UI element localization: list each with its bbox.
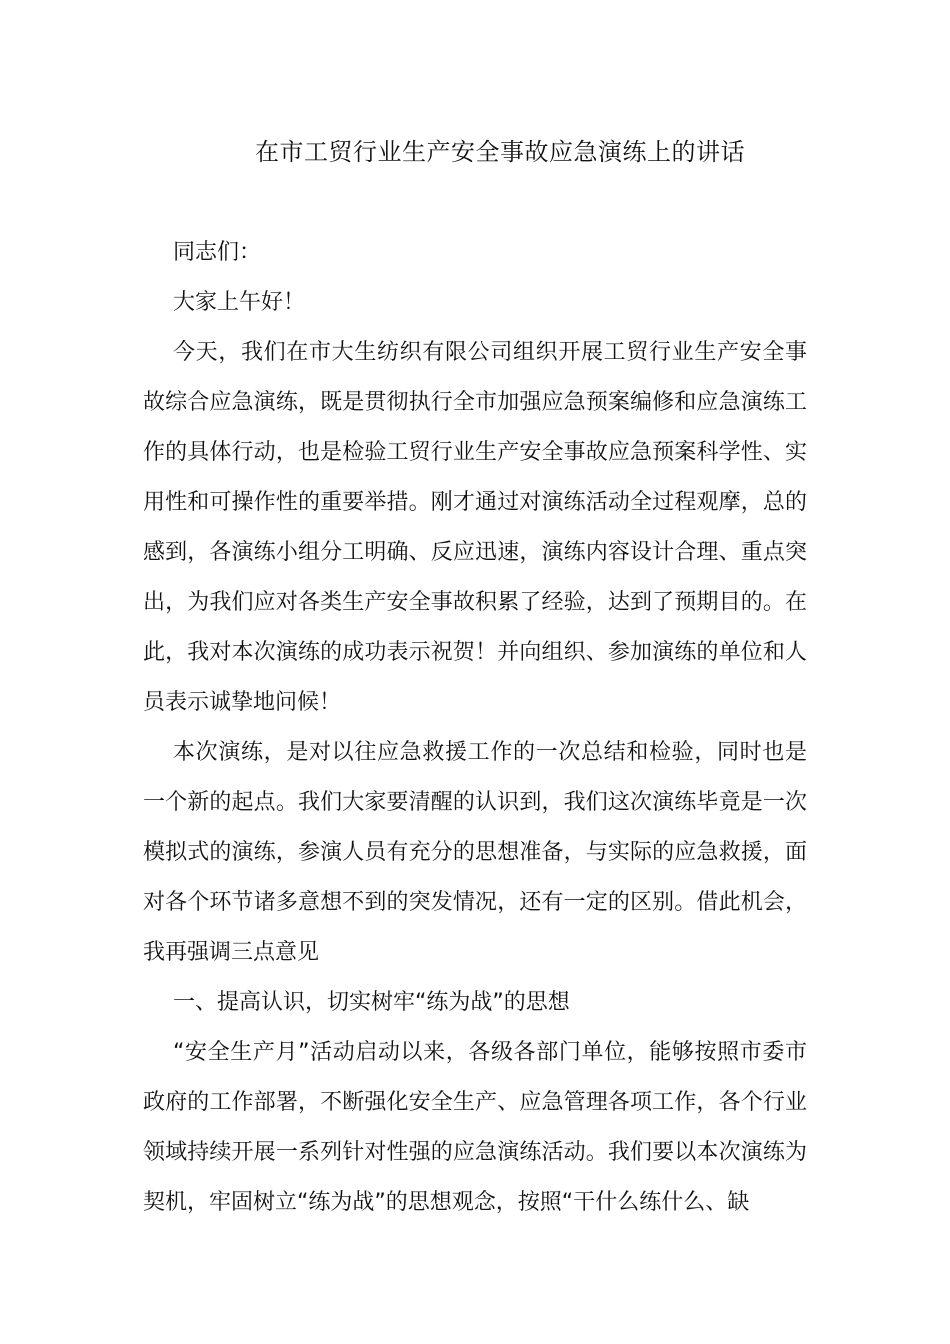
paragraph-summary: 本次演练，是对以往应急救援工作的一次总结和检验，同时也是一个新的起点。我们大家要清醒的认识到，我们这次演练毕竟是一次模拟式的演练，参演人员有充分的思想准备，与实际的应急救援，面对各个环节诸多意想不到的突发情况，还有一定的区别。借此机会，我再强调三点意见 bbox=[143, 740, 807, 965]
paragraph-intro: 今天，我们在市大生纺织有限公司组织开展工贸行业生产安全事故综合应急演练，既是贯彻执行全市加强应急预案编修和应急演练工作的具体行动，也是检验工贸行业生产安全事故应急预案科学性、实用性和可操作性的重要举措。刚才通过对演练活动全过程观摩，总的感到，各演练小组分工明确、反应迅速，演练内容设计合理、重点突出，为我们应对各类生产安全事故积累了经验，达到了预期目的。在此，我对本次演练的成功表示祝贺！并向组织、参加演练的单位和人员表示诚挚地问候！ bbox=[143, 340, 807, 715]
document-title: 在市工贸行业生产安全事故应急演练上的讲话 bbox=[255, 138, 745, 166]
paragraph-greeting: 大家上午好！ bbox=[173, 290, 306, 315]
section-heading-1: 一、提高认识，切实树牢“练为战”的思想 bbox=[173, 990, 570, 1015]
paragraph-section-1: “安全生产月”活动启动以来，各级各部门单位，能够按照市委市政府的工作部署，不断强化安全生产、应急管理各项工作，各个行业领域持续开展一系列针对性强的应急演练活动。我们要以本次演练为契机，牢固树立“练为战”的思想观念，按照“干什么练什么、缺 bbox=[143, 1040, 807, 1215]
document-body bbox=[143, 228, 807, 1228]
paragraph-salutation: 同志们： bbox=[173, 240, 262, 265]
